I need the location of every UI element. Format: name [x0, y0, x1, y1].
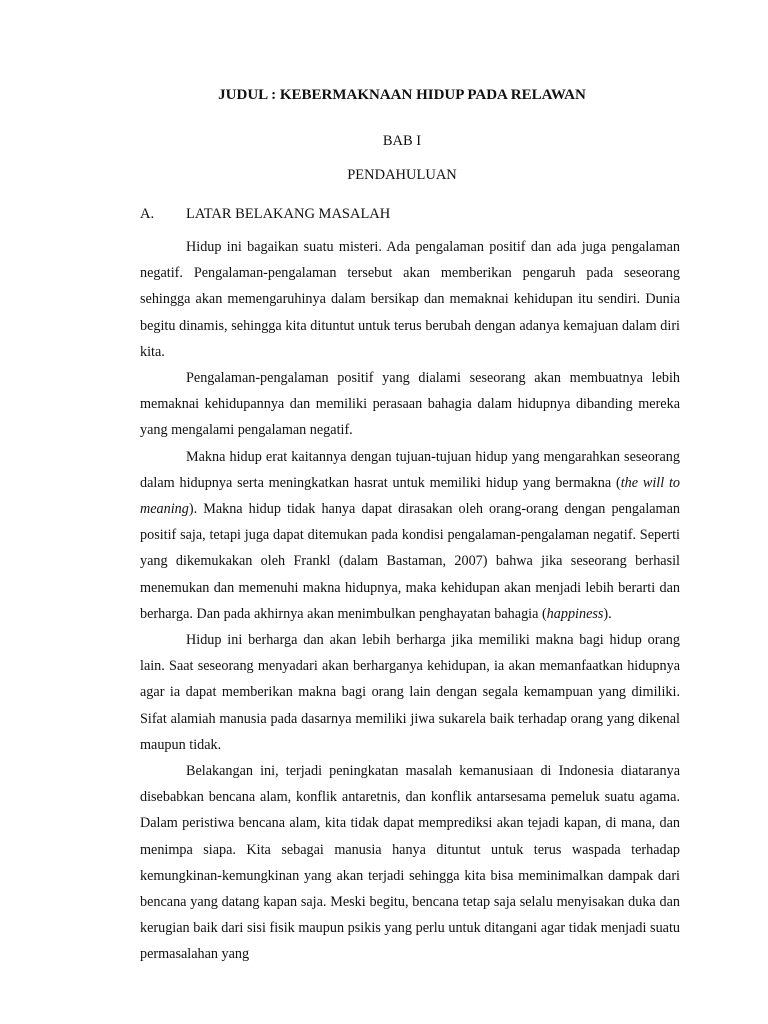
paragraph-1: Hidup ini bagaikan suatu misteri. Ada pengalaman positif dan ada juga pengalaman negatif. Pengalaman-pengalaman tersebut akan memberikan pengaruh pada seseorang sehingga akan memengaruhinya dalam bersikap dan memaknai kehidupan itu sendiri. Dunia begitu dinamis, sehingga kita dituntut untuk terus berubah dengan adanya kemajuan dalam diri kita.	[140, 239, 680, 360]
section-heading	[140, 203, 390, 225]
paragraph-3-italic-term-happiness: happiness	[546, 605, 604, 622]
paragraph-4: Hidup ini berharga dan akan lebih berharga jika memiliki makna bagi hidup orang lain. Saat seseorang menyadari akan berharganya kehidupan, ia akan memanfaatkan hidupnya agar ia dapat memberikan makna bagi orang lain dengan segala kemampuan yang dimiliki. Sifat alamiah manusia pada dasarnya memiliki jiwa sukarela baik terhadap orang yang dikenal maupun tidak.	[140, 632, 680, 753]
chapter-number: BAB I	[382, 133, 422, 149]
document-title: JUDUL : KEBERMAKNAAN HIDUP PADA RELAWAN	[218, 87, 586, 103]
paragraph-3-text-a: Makna hidup erat kaitannya dengan tujuan-tujuan hidup yang mengarahkan seseorang dalam hidupnya serta meningkatkan hasrat untuk memiliki hidup yang bermakna (	[140, 448, 680, 491]
chapter-title: PENDAHULUAN	[347, 167, 457, 183]
paragraph-3-text-b: ). Makna hidup tidak hanya dapat dirasakan oleh orang-orang dengan pengalaman positif saja, tetapi juga dapat ditemukan pada kondisi pengalaman-pengalaman negatif. Seperti yang dikemukakan oleh Frankl (dalam Bastaman, 2007) bahwa jika seseorang berhasil menemukan dan memenuhi makna hidupnya, maka kehidupan akan menjadi lebih berarti dan berharga. Dan pada akhirnya akan menimbulkan penghayatan bahagia (	[140, 501, 680, 622]
paragraph-2: Pengalaman-pengalaman positif yang dialami seseorang akan membuatnya lebih memaknai kehidupannya dan memiliki perasaan bahagia dalam hidupnya dibanding mereka yang mengalami pengalaman negatif.	[140, 370, 680, 439]
section-letter: A.	[140, 206, 155, 222]
paragraph-3	[140, 444, 680, 627]
section-title: LATAR BELAKANG MASALAH	[186, 206, 391, 222]
paragraph-3-italic-term-will-to-meaning: the will to meaning	[140, 474, 680, 518]
paragraph-3-text-c: ).	[603, 605, 612, 622]
paragraph-5: Belakangan ini, terjadi peningkatan masalah kemanusiaan di Indonesia diataranya disebabkan bencana alam, konflik antaretnis, dan konflik antarsesama pemeluk suatu agama. Dalam peristiwa bencana alam, kita tidak dapat memprediksi akan tejadi kapan, di mana, dan menimpa siapa. Kita sebagai manusia hanya dituntut untuk terus waspada terhadap kemungkinan-kemungkinan yang akan terjadi sehingga kita bisa meminimalkan dampak dari bencana yang datang kapan saja. Meski begitu, bencana tetap saja selalu menyisakan duka dan kerugian baik dari sisi fisik maupun psikis yang perlu untuk ditangani agar tidak menjadi suatu permasalahan yang	[140, 763, 680, 963]
body-text	[140, 234, 680, 968]
